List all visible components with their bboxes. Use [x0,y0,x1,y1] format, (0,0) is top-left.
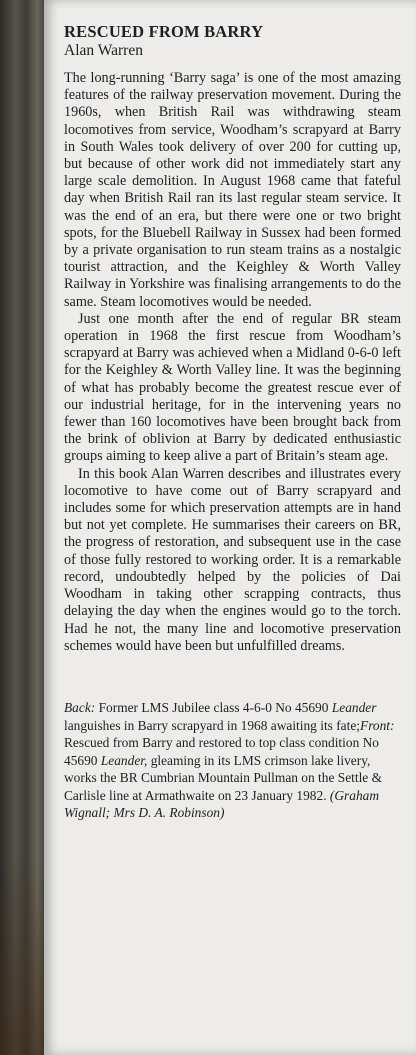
book-spine-edge [0,0,44,1055]
blurb-paragraph-2: Just one month after the end of regular BR steam operation in 1968 the first rescue from Woodham’s scrapyard at Barry was achieved when a Midland 0-6-0 left for the Keighley & Worth Valley line. It was the beginning of what has probably become the greatest rescue ever of our industrial heritage, for in the intervening years no fewer than 160 locomotives have been brought back from the brink of oblivion at Barry by dedicated enthusiastic groups aiming to keep alive a part of Britain’s steam age. [64,310,401,465]
caption-front-text-2: gleaming in its LMS crimson lake livery, works the BR Cumbrian Mountain Pullman on the Settle & Carlisle line at Armathwaite on 23 January 1982. [64,752,383,803]
caption-back-loco-name: Leander [331,699,377,715]
caption-front-label: Front: [360,717,395,733]
back-cover-page [44,0,416,1055]
caption-front-loco-name: Leander, [100,752,148,768]
caption-photo-credit: (Graham Wignall; Mrs D. A. Robinson) [64,787,380,821]
blurb-paragraph-1: The long-running ‘Barry saga’ is one of the most amazing features of the railway preservation movement. During the 1960s, when British Rail was withdrawing steam locomotives from service, Woodham’s scrapyard at Barry in South Wales took delivery of over 200 for cutting up, but because of other work did not immediately start any large scale demolition. In August 1968 came that fateful day when British Rail ran its last regular steam service. It was the end of an era, but there were one or two bright spots, for the Bluebell Railway in Sussex had been formed by a private organisation to run steam trains as a nostalgic tourist attraction, and the Keighley & Worth Valley Railway in Yorkshire was finalising arrangements to do the same. Steam locomotives would be needed. [64,70,401,310]
blurb-paragraph-3: In this book Alan Warren describes and illustrates every locomotive to have come out of Barry scrapyard and includes some for which preservation attempts are in hand but not yet complete. He summarises their careers on BR, the progress of restoration, and subsequent use in the case of those fully restored to working order. It is a remarkable record, undoubtedly helped by the policies of Dai Woodham in taking other scrapping contracts, thus delaying the day when the engines would go to the torch. Had he not, the many line and locomotive preservation schemes would have been but unfulfilled dreams. [64,465,401,654]
book-title: RESCUED FROM BARRY [64,22,264,41]
blurb-content [64,22,401,822]
book-author: Alan Warren [64,42,143,59]
caption-back-text-1: Former LMS Jubilee class 4-6-0 No 45690 [98,699,329,715]
caption-front-text-1: Rescued from Barry and restored to top class condition No 45690 [64,735,379,768]
blurb-body [64,70,401,655]
caption-back-label: Back: [64,699,96,715]
caption-back-text-2: languishes in Barry scrapyard in 1968 awaiting its fate; [64,717,361,733]
cover-photo-caption [64,699,401,822]
